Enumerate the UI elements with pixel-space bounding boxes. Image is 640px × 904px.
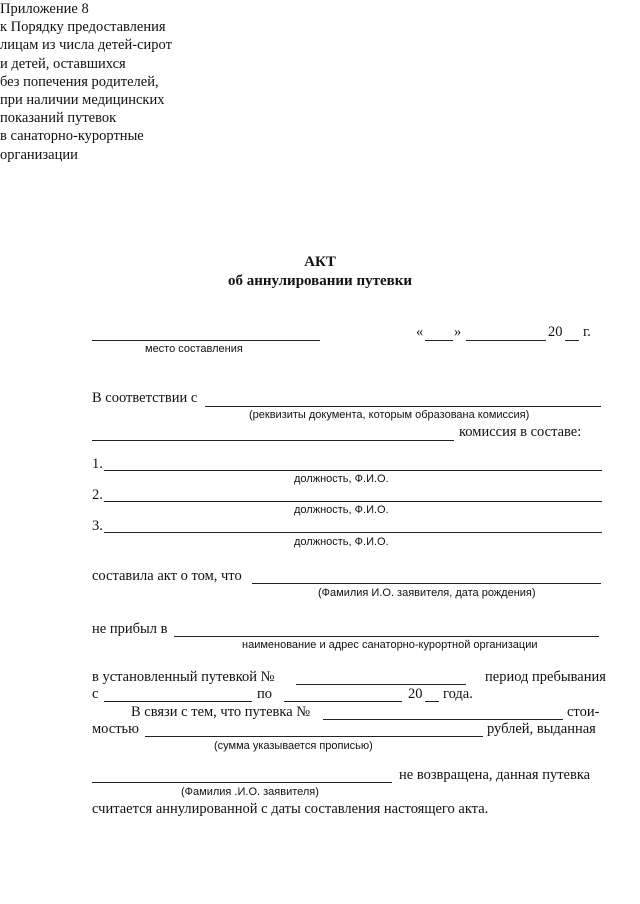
appendix-line: без попечения родителей, (0, 73, 159, 90)
period-to-line (284, 701, 402, 702)
appendix-line: в санаторно-курортные (0, 128, 144, 145)
applicant-caption: (Фамилия И.О. заявителя, дата рождения) (318, 587, 536, 599)
member-1-number: 1. (92, 456, 103, 472)
rubles-text: рублей, выданная (487, 721, 596, 737)
document-subtitle: об аннулировании путевки (227, 273, 413, 289)
act-composed: составила акт о том, что (92, 568, 242, 584)
commission-doc-line-2 (92, 440, 454, 441)
organization-caption: наименование и адрес санаторно-курортной организации (242, 639, 538, 651)
applicant2-line (92, 782, 392, 783)
date-quote-close: » (454, 324, 462, 340)
not-returned-text: не возвращена, данная путевка (399, 767, 591, 783)
voucher-prefix: в установленный путевкой № (92, 669, 275, 685)
place-line (92, 340, 320, 341)
member-3-line (104, 532, 602, 533)
member-2-caption: должность, Ф.И.О. (294, 504, 389, 516)
period-from-line (104, 701, 252, 702)
commission-composition: комиссия в составе: (459, 424, 582, 440)
cost-end-text: стои- (567, 704, 600, 720)
act-not-arrived: не прибыл в (92, 621, 168, 637)
member-3-number: 3. (92, 518, 103, 534)
date-day-line (425, 340, 453, 341)
appendix-line: и детей, оставшихся (0, 55, 126, 72)
commission-doc-line (205, 406, 601, 407)
applicant2-caption: (Фамилия .И.О. заявителя) (181, 786, 319, 798)
commission-doc-caption: (реквизиты документа, которым образована комиссия) (249, 409, 530, 421)
date-year-prefix: 20 (548, 324, 563, 340)
appendix-line: показаний путевок (0, 110, 117, 127)
commission-intro: В соответствии с (92, 390, 198, 406)
document-title: АКТ (304, 254, 336, 270)
appendix-line: Приложение 8 (0, 1, 89, 17)
appendix-line: лицам из числа детей-сирот (0, 37, 172, 54)
period-to-label: по (257, 686, 273, 702)
member-1-caption: должность, Ф.И.О. (294, 473, 389, 485)
period-label: период пребывания (485, 669, 606, 685)
due-to-voucher-line (323, 719, 563, 720)
cost-sum-line (145, 736, 483, 737)
date-year-line (565, 340, 579, 341)
date-month-line (466, 340, 546, 341)
member-2-line (104, 501, 602, 502)
due-to-text: В связи с тем, что путевка № (131, 704, 311, 720)
period-year-line (425, 701, 439, 702)
appendix-line: при наличии медицинских (0, 92, 165, 109)
voucher-number-line (296, 684, 466, 685)
organization-line (174, 636, 599, 637)
appendix-line: организации (0, 146, 78, 163)
member-1-line (104, 470, 602, 471)
appendix-line: к Порядку предоставления (0, 19, 166, 36)
period-year-prefix: 20 (408, 686, 423, 702)
member-3-caption: должность, Ф.И.О. (294, 536, 389, 548)
period-from-label: с (92, 686, 99, 702)
date-quote-open: « (416, 324, 424, 340)
date-year-suffix: г. (583, 324, 591, 340)
place-caption: место составления (145, 343, 243, 355)
period-year-suffix: года. (443, 686, 473, 702)
appendix-note (0, 0, 220, 164)
member-2-number: 2. (92, 487, 103, 503)
applicant-line (252, 583, 601, 584)
final-statement: считается аннулированной с даты составления настоящего акта. (92, 801, 489, 817)
cost-start-text: мостью (92, 721, 140, 737)
sum-caption: (сумма указывается прописью) (214, 740, 373, 752)
